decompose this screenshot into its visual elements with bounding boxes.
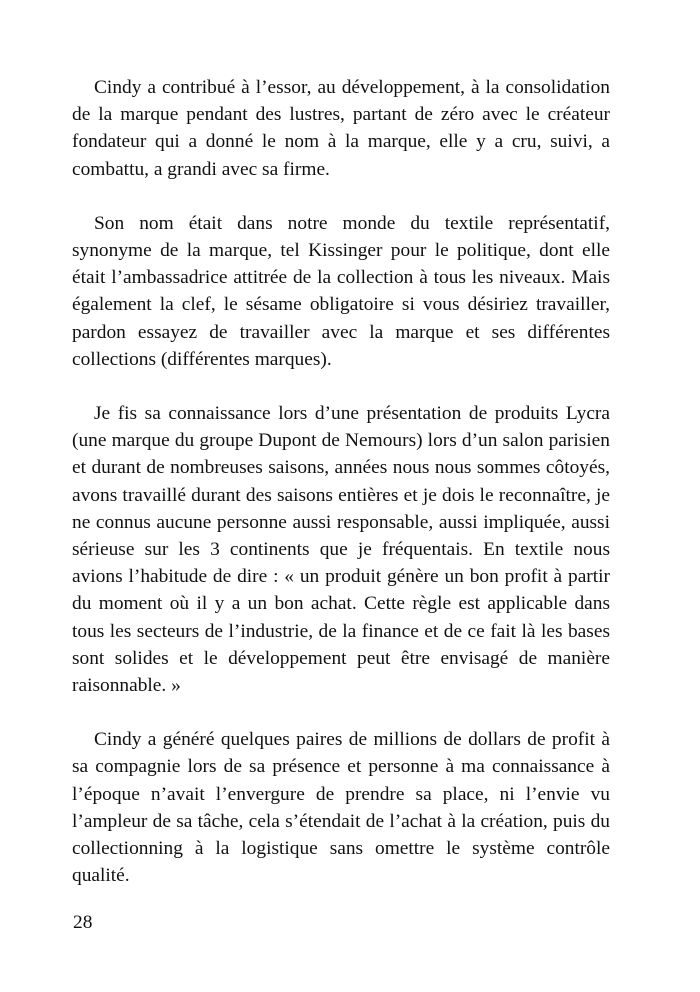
paragraph-2: Son nom était dans notre monde du textile représentatif, synonyme de la marque, tel Kissinger pour le politique, dont elle était l’ambassadrice attitrée de la collection à tous les niveaux. Mais également la clef, le sésame obligatoire si vous désiriez travailler, pardon essayez de travailler avec la marque et ses différentes collections (différentes marques). [72,212,610,370]
paragraph-4: Cindy a généré quelques paires de millions de dollars de profit à sa compagnie lors de sa présence et personne à ma connaissance à l’époque n’avait l’envergure de prendre sa place, ni l’envie vu l’ampleur de sa tâche, cela s’étendait de l’achat à la création, puis du collectionning à la logistique sans omettre le système contrôle qualité. [72,729,610,887]
paragraph-3: Je fis sa connaissance lors d’une présentation de produits Lycra (une marque du groupe Dupont de Nemours) lors d’un salon parisien et durant de nombreuses saisons, années nous nous sommes côtoyés, avons travaillé durant des saisons entières et je dois le reconnaître, je ne connus aucune personne aussi responsable, aussi impliquée, aussi sérieuse sur les 3 continents que je fréquentais. En textile nous avions l’habitude de dire : « un produit génère un bon profit à partir du moment où il y a un bon achat. Cette règle est applicable dans tous les secteurs de l’industrie, de la finance et de ce fait là les bases sont solides et le développement peut être envisagé de manière raisonnable. » [72,403,610,697]
page-number: 28 [73,912,93,933]
page-body [72,74,610,916]
paragraph-1: Cindy a contribué à l’essor, au développement, à la consolidation de la marque pendant des lustres, partant de zéro avec le créateur fondateur qui a donné le nom à la marque, elle y a cru, suivi, a combattu, a grandi avec sa firme. [72,77,610,180]
